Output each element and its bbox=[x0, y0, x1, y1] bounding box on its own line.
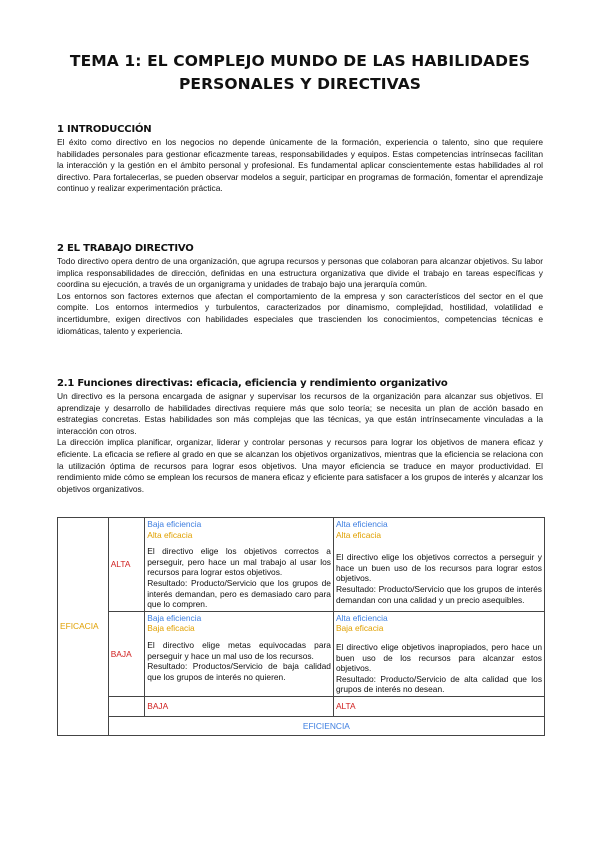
efficiency-axis-row bbox=[58, 716, 545, 736]
efficiency-tag: Baja eficiencia bbox=[147, 519, 202, 529]
cell-result: Resultado: Productos/Servicio de baja calidad que los grupos de interés no quieren. bbox=[147, 661, 331, 682]
efficacy-tag: Alta eficacia bbox=[335, 529, 382, 540]
paragraph: Todo directivo opera dentro de una organización, que agrupa recursos y personas que colaboran para alcanzar objetivos. Su labor implica responsabilidades de dirección, definidas en una estructura organizativa que divide el trabajo en tareas específicas y coordina su ejecución, a través de un organigrama y unidades de trabajo bajo una jerarquía común. bbox=[57, 256, 543, 290]
efficiency-tag: Alta eficiencia bbox=[335, 612, 388, 623]
cell-result: Resultado: Producto/Servicio que los grupos de interés demandan con una calidad y un precio asequibles. bbox=[335, 583, 542, 605]
efficiency-level-label: BAJA bbox=[145, 696, 334, 716]
cell-description: El directivo elige los objetivos correctos a perseguir, pero hace un mal trabajo al usar los recursos para lograr estos objetivos. bbox=[147, 546, 331, 578]
matrix-row-alta bbox=[58, 518, 545, 612]
section-heading: 2.1 Funciones directivas: eficacia, eficiencia y rendimiento organizativo bbox=[57, 378, 448, 389]
section-funciones-directivas bbox=[57, 378, 543, 495]
paragraph: El éxito como directivo en los negocios no depende únicamente de la formación, experiencia o talento, sino que requiere habilidades personales para gestionar eficazmente tareas, responsabilidades y equipos. Estas competencias intrínsecas facilitan la interacción y la gestión en el ámbito personal y profesional. Es fundamental aplicar conscientemente estas habilidades al rol directivo. Para fortalecerlas, se pueden observar modelos a seguir, participar en programas de formación, fomentar el aprendizaje continuo y realizar experimentación práctica. bbox=[57, 137, 543, 194]
efficacy-tag: Baja eficacia bbox=[335, 623, 384, 634]
cell-description: El directivo elige objetivos inapropiados, pero hace un buen uso de los recursos para alcanzar estos objetivos. bbox=[335, 641, 542, 674]
section-heading: 2 EL TRABAJO DIRECTIVO bbox=[57, 243, 194, 254]
paragraph: La dirección implica planificar, organizar, liderar y controlar personas y recursos para lograr los objetivos de manera eficaz y eficiente. La eficacia se refiere al grado en que se alcanzan los objetivos organizativos, mientras que la eficiencia se relaciona con la utilización óptima de recursos para lograr esos objetivos. Una mayor eficiencia se traduce en mayor productividad. El rendimiento mide cómo se emplean los recursos de manera eficaz y eficiente para satisfacer a los grupos de interés y alcanzar los objetivos organizativos. bbox=[57, 437, 543, 494]
cell-description: El directivo elige los objetivos correctos a perseguir y hace un buen uso de los recursos para lograr estos objetivos. bbox=[335, 552, 542, 584]
matrix-cell bbox=[145, 518, 334, 612]
empty-cell bbox=[108, 696, 145, 716]
section-trabajo-directivo bbox=[57, 243, 543, 337]
efficacy-axis-label: EFICACIA bbox=[58, 518, 109, 736]
section-heading: 1 INTRODUCCIÓN bbox=[57, 124, 152, 135]
efficacy-level-label: BAJA bbox=[108, 611, 145, 696]
matrix-row-baja bbox=[58, 611, 545, 696]
efficiency-tag: Baja eficiencia bbox=[147, 612, 202, 623]
matrix-cell bbox=[145, 611, 334, 696]
paragraph: Los entornos son factores externos que afectan el comportamiento de la empresa y son característicos del sector en el que compite. Los entornos intermedios y turbulentos, caracterizados por dinamismo, complejidad, hostilidad, volatilidad e incertidumbre, exigen directivos con habilidades especiales que trascienden los conocimientos, competencias técnicas e idiomáticas, talento y experiencia. bbox=[57, 290, 543, 336]
title-line-2: PERSONALES Y DIRECTIVAS bbox=[178, 75, 422, 93]
efficacy-tag: Baja eficacia bbox=[147, 623, 195, 634]
efficacy-tag: Alta eficacia bbox=[147, 529, 193, 540]
efficiency-levels-row bbox=[58, 696, 545, 716]
document-title bbox=[57, 0, 543, 96]
efficiency-axis-label: EFICIENCIA bbox=[108, 716, 544, 736]
matrix-cell bbox=[333, 518, 544, 612]
efficiency-level-label: ALTA bbox=[333, 696, 544, 716]
paragraph: Un directivo es la persona encargada de asignar y supervisar los recursos de la organización para alcanzar sus objetivos. El aprendizaje y desarrollo de habilidades directivas requiere más que solo teoría; se necesita un plan de acción basado en estrategias concretas. Estas habilidades son más complejas que las técnicas, ya que están intrínsecamente vinculadas a la interacción con otros. bbox=[57, 391, 543, 436]
efficiency-tag: Alta eficiencia bbox=[335, 519, 388, 529]
efficacy-efficiency-matrix bbox=[57, 517, 545, 736]
efficacy-level-label: ALTA bbox=[108, 518, 145, 612]
cell-description: El directivo elige metas equivocadas para perseguir y hace un mal uso de los recursos. bbox=[147, 639, 331, 661]
cell-result: Resultado: Producto/Servicio que los grupos de interés demandan, pero es demasiado caro para que lo compren. bbox=[147, 577, 331, 610]
cell-result: Resultado: Producto/Servicio de alta calidad que los grupos de interés no desean. bbox=[335, 673, 542, 695]
section-introduccion bbox=[57, 124, 543, 195]
matrix-cell bbox=[333, 611, 544, 696]
title-line-1: TEMA 1: EL COMPLEJO MUNDO DE LAS HABILIDADES bbox=[69, 52, 531, 70]
